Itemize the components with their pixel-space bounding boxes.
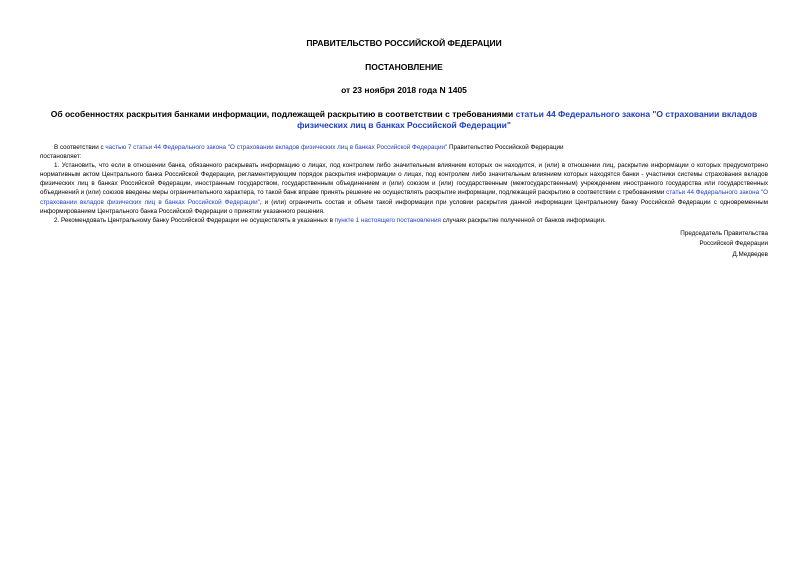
item-1-text: 1. Установить, что если в отношении банка, обязанного раскрывать информацию о лицах, под контролем либо значительным влиянием которых он находится, и (или) в отношении лиц, раскрытие информации о которых предусмотрено нормативным актом Центрального банка Российской Федерации, регламентирующим порядок раскрытия информации о лицах, под контролем либо значительным влиянием которых находятся банки - участники системы страхования вкладов физических лиц в банках Российской Федерации, иностранным государством, государственным объединением и (или) союзом и (или) государственным (межгосударственным) учреждением иностранного государства или государственных объединений и (или) союзов введены меры ограничительного характера, то такой банк вправе принять решение не осуществлять раскрытие информации, подлежащей раскрытию в соответствии с требованиями <box>40 162 768 197</box>
item-1-text-tail: , и (или) ограничить состав и объем такой информации при условии раскрытия данной информации Центральному банку Российской Федерации с одновременным информированием Центрального банка Российской Федерации о принятии указанного решения. <box>40 198 768 215</box>
signature-position-line2: Российской Федерации <box>699 240 768 248</box>
item-2-text: 2. Рекомендовать Центральному банку Российской Федерации не осуществлять в указанных в <box>54 216 335 224</box>
preamble-law-link[interactable]: частью 7 статьи 44 Федерального закона "О страховании вкладов физических лиц в банках Российской Федерации" <box>105 144 448 151</box>
title-text: Об особенностях раскрытия банками информации, подлежащей раскрытию в соответствии с требованиями <box>50 109 516 119</box>
document-title <box>40 109 768 131</box>
title-law-link[interactable]: статьи 44 Федерального закона "О страховании вкладов физических лиц в банках Российской Федерации" <box>297 109 758 130</box>
preamble-paragraph <box>40 143 768 152</box>
resolves-paragraph: постановляет: <box>40 153 82 161</box>
signature-position-line1: Председатель Правительства <box>680 229 768 237</box>
document-kind-heading: ПОСТАНОВЛЕНИЕ <box>365 62 443 72</box>
item-1-law-link[interactable]: статьи 44 Федерального закона "О страховании вкладов физических лиц в банках Российской Федерации" <box>40 189 769 206</box>
item-1-paragraph <box>40 161 768 216</box>
document-page <box>40 30 768 260</box>
preamble-text: В соответствии с <box>54 144 106 151</box>
item-2-paragraph <box>40 216 768 225</box>
document-body <box>40 143 768 225</box>
preamble-text-tail: Правительство Российской Федерации <box>447 144 564 151</box>
signature-block <box>40 229 768 261</box>
item-2-text-tail: случаях раскрытие полученной от банков информации. <box>440 216 606 224</box>
signature-name: Д.Медведев <box>732 250 768 258</box>
document-date-number: от 23 ноября 2018 года N 1405 <box>341 85 467 95</box>
item-2-clause-link[interactable]: пункте 1 настоящего постановления <box>334 216 441 224</box>
government-heading: ПРАВИТЕЛЬСТВО РОССИЙСКОЙ ФЕДЕРАЦИИ <box>306 38 502 48</box>
